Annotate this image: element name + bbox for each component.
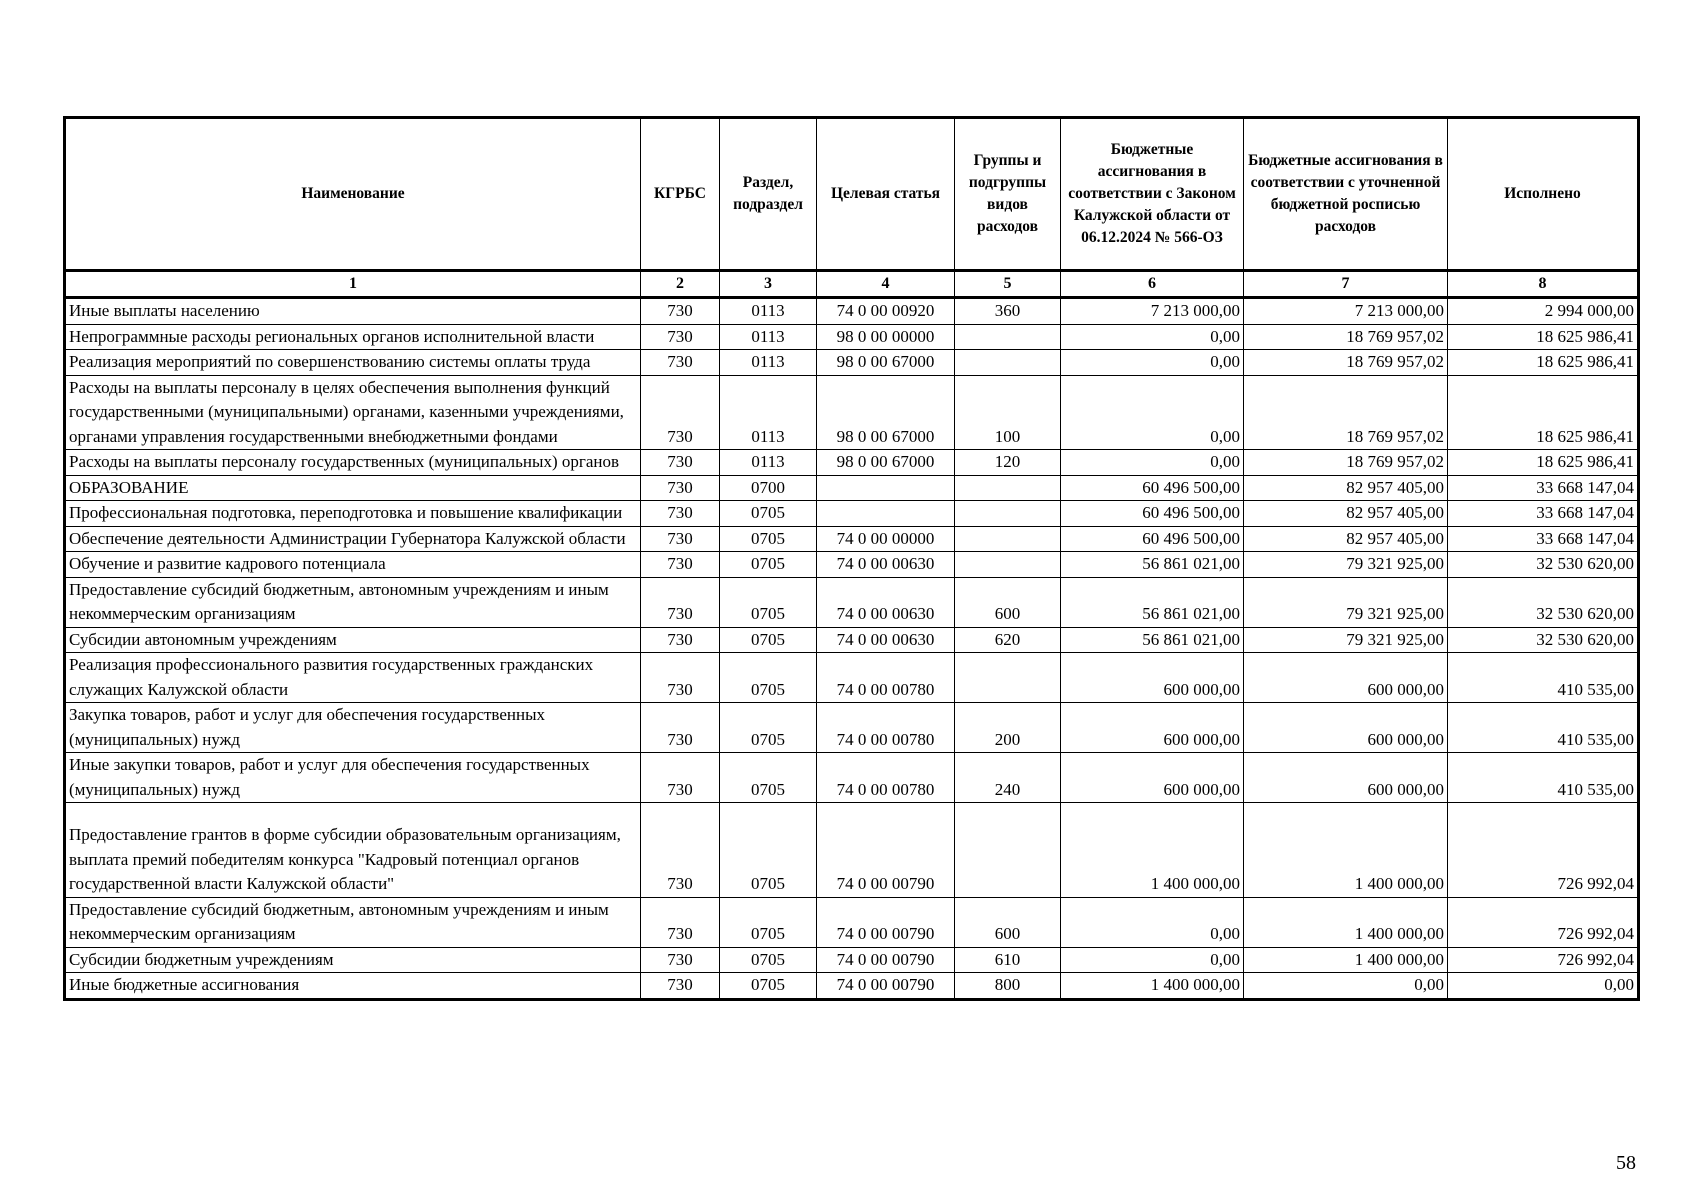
column-number: 2 [641, 271, 720, 298]
header-name: Наименование [65, 118, 641, 271]
row-refined-allocation: 0,00 [1244, 973, 1448, 1000]
row-refined-allocation: 1 400 000,00 [1244, 803, 1448, 898]
row-razdel: 0113 [720, 375, 817, 450]
column-number: 8 [1448, 271, 1639, 298]
row-kgrbs: 730 [641, 897, 720, 947]
row-law-allocation: 60 496 500,00 [1061, 526, 1244, 552]
row-kgrbs: 730 [641, 475, 720, 501]
row-refined-allocation: 1 400 000,00 [1244, 947, 1448, 973]
table-row [65, 375, 1639, 450]
table-row [65, 350, 1639, 376]
row-executed: 0,00 [1448, 973, 1639, 1000]
row-target-article: 74 0 00 00630 [817, 577, 955, 627]
table-row [65, 973, 1639, 1000]
row-razdel: 0705 [720, 897, 817, 947]
row-target-article [817, 501, 955, 527]
row-kgrbs: 730 [641, 552, 720, 578]
table-row [65, 552, 1639, 578]
row-expense-group [955, 350, 1061, 376]
row-razdel: 0705 [720, 947, 817, 973]
row-target-article: 98 0 00 67000 [817, 350, 955, 376]
row-kgrbs: 730 [641, 753, 720, 803]
row-kgrbs: 730 [641, 298, 720, 325]
header-expense-group: Группы и подгруппы видов расходов [955, 118, 1061, 271]
row-name: Предоставление субсидий бюджетным, автономным учреждениям и иным некоммерческим организациям [65, 577, 641, 627]
row-refined-allocation: 79 321 925,00 [1244, 552, 1448, 578]
row-refined-allocation: 600 000,00 [1244, 703, 1448, 753]
row-law-allocation: 0,00 [1061, 350, 1244, 376]
row-kgrbs: 730 [641, 703, 720, 753]
row-name: Реализация мероприятий по совершенствованию системы оплаты труда [65, 350, 641, 376]
row-executed: 18 625 986,41 [1448, 450, 1639, 476]
table-row [65, 803, 1639, 898]
row-law-allocation: 600 000,00 [1061, 753, 1244, 803]
row-razdel: 0705 [720, 627, 817, 653]
row-law-allocation: 56 861 021,00 [1061, 577, 1244, 627]
row-executed: 726 992,04 [1448, 897, 1639, 947]
row-refined-allocation: 82 957 405,00 [1244, 475, 1448, 501]
row-refined-allocation: 600 000,00 [1244, 653, 1448, 703]
budget-report-page [63, 116, 1637, 1001]
row-target-article: 98 0 00 00000 [817, 324, 955, 350]
row-expense-group [955, 803, 1061, 898]
row-law-allocation: 600 000,00 [1061, 703, 1244, 753]
row-razdel: 0705 [720, 803, 817, 898]
row-expense-group [955, 501, 1061, 527]
row-name: Профессиональная подготовка, переподготовка и повышение квалификации [65, 501, 641, 527]
row-target-article: 98 0 00 67000 [817, 375, 955, 450]
row-name: Иные закупки товаров, работ и услуг для обеспечения государственных (муниципальных) нужд [65, 753, 641, 803]
row-kgrbs: 730 [641, 375, 720, 450]
row-kgrbs: 730 [641, 526, 720, 552]
row-executed: 18 625 986,41 [1448, 324, 1639, 350]
table-row [65, 298, 1639, 325]
row-razdel: 0705 [720, 753, 817, 803]
column-number: 7 [1244, 271, 1448, 298]
row-name: Обеспечение деятельности Администрации Губернатора Калужской области [65, 526, 641, 552]
column-number: 6 [1061, 271, 1244, 298]
header-kgrbs: КГРБС [641, 118, 720, 271]
row-refined-allocation: 79 321 925,00 [1244, 627, 1448, 653]
row-executed: 32 530 620,00 [1448, 577, 1639, 627]
row-razdel: 0113 [720, 450, 817, 476]
row-kgrbs: 730 [641, 450, 720, 476]
row-executed: 410 535,00 [1448, 703, 1639, 753]
row-target-article: 74 0 00 00920 [817, 298, 955, 325]
row-executed: 33 668 147,04 [1448, 501, 1639, 527]
row-law-allocation: 7 213 000,00 [1061, 298, 1244, 325]
table-row [65, 947, 1639, 973]
row-refined-allocation: 18 769 957,02 [1244, 324, 1448, 350]
column-number: 5 [955, 271, 1061, 298]
header-target-article: Целевая статья [817, 118, 955, 271]
row-refined-allocation: 79 321 925,00 [1244, 577, 1448, 627]
column-number: 1 [65, 271, 641, 298]
header-law-allocation: Бюджетные ассигнования в соответствии с Законом Калужской области от 06.12.2024 № 566-ОЗ [1061, 118, 1244, 271]
row-target-article [817, 475, 955, 501]
row-kgrbs: 730 [641, 501, 720, 527]
row-executed: 33 668 147,04 [1448, 475, 1639, 501]
header-executed: Исполнено [1448, 118, 1639, 271]
row-law-allocation: 56 861 021,00 [1061, 627, 1244, 653]
row-expense-group: 620 [955, 627, 1061, 653]
row-expense-group: 200 [955, 703, 1061, 753]
row-law-allocation: 600 000,00 [1061, 653, 1244, 703]
row-razdel: 0113 [720, 324, 817, 350]
row-razdel: 0700 [720, 475, 817, 501]
row-name: Расходы на выплаты персоналу в целях обеспечения выполнения функций государственными (муниципальными) органами, казенными учреждениями, органами управления государственными внебюджетными фондами [65, 375, 641, 450]
row-kgrbs: 730 [641, 627, 720, 653]
row-expense-group: 610 [955, 947, 1061, 973]
row-kgrbs: 730 [641, 350, 720, 376]
row-expense-group [955, 653, 1061, 703]
row-law-allocation: 0,00 [1061, 375, 1244, 450]
row-target-article: 74 0 00 00780 [817, 703, 955, 753]
table-row [65, 450, 1639, 476]
row-name: Предоставление субсидий бюджетным, автономным учреждениям и иным некоммерческим организациям [65, 897, 641, 947]
row-name: Иные выплаты населению [65, 298, 641, 325]
row-refined-allocation: 18 769 957,02 [1244, 350, 1448, 376]
row-expense-group: 800 [955, 973, 1061, 1000]
header-refined-allocation: Бюджетные ассигнования в соответствии с уточненной бюджетной росписью расходов [1244, 118, 1448, 271]
table-row [65, 753, 1639, 803]
table-row [65, 526, 1639, 552]
row-refined-allocation: 82 957 405,00 [1244, 526, 1448, 552]
row-kgrbs: 730 [641, 577, 720, 627]
row-law-allocation: 0,00 [1061, 947, 1244, 973]
row-name: Обучение и развитие кадрового потенциала [65, 552, 641, 578]
row-target-article: 74 0 00 00790 [817, 897, 955, 947]
row-target-article: 74 0 00 00630 [817, 627, 955, 653]
row-executed: 410 535,00 [1448, 653, 1639, 703]
row-expense-group: 100 [955, 375, 1061, 450]
row-law-allocation: 1 400 000,00 [1061, 803, 1244, 898]
row-target-article: 74 0 00 00780 [817, 653, 955, 703]
row-law-allocation: 56 861 021,00 [1061, 552, 1244, 578]
row-razdel: 0113 [720, 298, 817, 325]
row-refined-allocation: 600 000,00 [1244, 753, 1448, 803]
row-expense-group: 600 [955, 577, 1061, 627]
row-refined-allocation: 18 769 957,02 [1244, 450, 1448, 476]
table-body [65, 298, 1639, 1000]
row-razdel: 0705 [720, 973, 817, 1000]
row-name: Иные бюджетные ассигнования [65, 973, 641, 1000]
row-kgrbs: 730 [641, 324, 720, 350]
row-executed: 32 530 620,00 [1448, 627, 1639, 653]
row-name: ОБРАЗОВАНИЕ [65, 475, 641, 501]
table-row [65, 627, 1639, 653]
table-row [65, 501, 1639, 527]
table-row [65, 897, 1639, 947]
table-row [65, 703, 1639, 753]
row-kgrbs: 730 [641, 653, 720, 703]
row-law-allocation: 0,00 [1061, 450, 1244, 476]
row-razdel: 0705 [720, 703, 817, 753]
row-razdel: 0705 [720, 501, 817, 527]
row-name: Закупка товаров, работ и услуг для обеспечения государственных (муниципальных) нужд [65, 703, 641, 753]
row-executed: 33 668 147,04 [1448, 526, 1639, 552]
row-law-allocation: 0,00 [1061, 897, 1244, 947]
row-executed: 726 992,04 [1448, 947, 1639, 973]
header-row [65, 118, 1639, 271]
row-expense-group [955, 526, 1061, 552]
row-target-article: 74 0 00 00780 [817, 753, 955, 803]
row-executed: 18 625 986,41 [1448, 375, 1639, 450]
row-target-article: 74 0 00 00790 [817, 947, 955, 973]
row-target-article: 74 0 00 00790 [817, 803, 955, 898]
row-target-article: 74 0 00 00790 [817, 973, 955, 1000]
row-kgrbs: 730 [641, 973, 720, 1000]
row-target-article: 74 0 00 00630 [817, 552, 955, 578]
row-refined-allocation: 18 769 957,02 [1244, 375, 1448, 450]
row-name: Субсидии автономным учреждениям [65, 627, 641, 653]
row-expense-group [955, 475, 1061, 501]
row-expense-group: 360 [955, 298, 1061, 325]
table-row [65, 577, 1639, 627]
table-row [65, 653, 1639, 703]
row-expense-group [955, 324, 1061, 350]
page-number: 58 [1616, 1152, 1636, 1174]
row-executed: 18 625 986,41 [1448, 350, 1639, 376]
row-razdel: 0705 [720, 526, 817, 552]
row-name: Субсидии бюджетным учреждениям [65, 947, 641, 973]
row-expense-group [955, 552, 1061, 578]
row-name: Предоставление грантов в форме субсидии образовательным организациям, выплата премий победителям конкурса "Кадровый потенциал органов государственной власти Калужской области" [65, 803, 641, 898]
row-executed: 410 535,00 [1448, 753, 1639, 803]
row-kgrbs: 730 [641, 947, 720, 973]
row-target-article: 74 0 00 00000 [817, 526, 955, 552]
column-number: 3 [720, 271, 817, 298]
row-executed: 2 994 000,00 [1448, 298, 1639, 325]
row-executed: 32 530 620,00 [1448, 552, 1639, 578]
row-name: Непрограммные расходы региональных органов исполнительной власти [65, 324, 641, 350]
row-expense-group: 600 [955, 897, 1061, 947]
row-razdel: 0113 [720, 350, 817, 376]
row-refined-allocation: 1 400 000,00 [1244, 897, 1448, 947]
column-number-row [65, 271, 1639, 298]
row-razdel: 0705 [720, 552, 817, 578]
header-razdel: Раздел, подраздел [720, 118, 817, 271]
row-target-article: 98 0 00 67000 [817, 450, 955, 476]
row-expense-group: 240 [955, 753, 1061, 803]
table-row [65, 324, 1639, 350]
row-law-allocation: 60 496 500,00 [1061, 501, 1244, 527]
row-refined-allocation: 82 957 405,00 [1244, 501, 1448, 527]
row-refined-allocation: 7 213 000,00 [1244, 298, 1448, 325]
row-name: Расходы на выплаты персоналу государственных (муниципальных) органов [65, 450, 641, 476]
row-kgrbs: 730 [641, 803, 720, 898]
row-executed: 726 992,04 [1448, 803, 1639, 898]
budget-table [63, 116, 1640, 1001]
row-razdel: 0705 [720, 653, 817, 703]
table-row [65, 475, 1639, 501]
row-name: Реализация профессионального развития государственных гражданских служащих Калужской области [65, 653, 641, 703]
column-number: 4 [817, 271, 955, 298]
row-razdel: 0705 [720, 577, 817, 627]
row-law-allocation: 60 496 500,00 [1061, 475, 1244, 501]
row-law-allocation: 0,00 [1061, 324, 1244, 350]
row-expense-group: 120 [955, 450, 1061, 476]
row-law-allocation: 1 400 000,00 [1061, 973, 1244, 1000]
